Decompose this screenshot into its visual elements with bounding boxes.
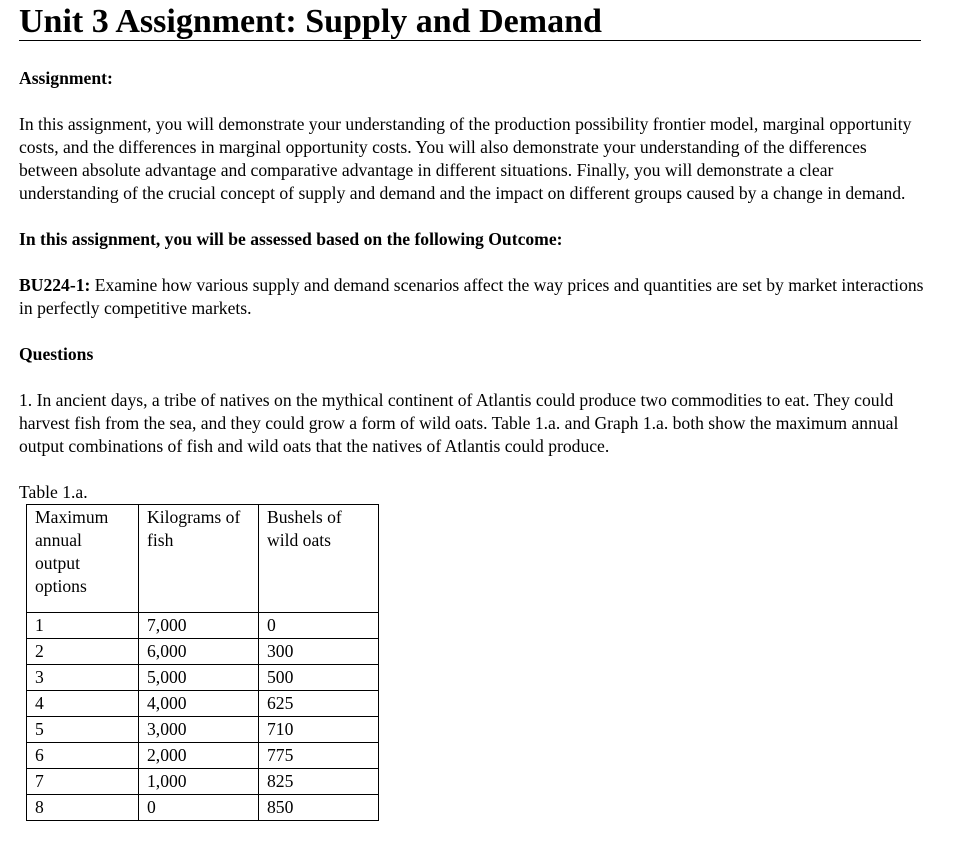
- table-row: [27, 613, 379, 639]
- questions-heading: Questions: [19, 344, 94, 364]
- table-cell: 7,000: [139, 613, 259, 639]
- table-header-cell: Maximum annual output options: [27, 505, 139, 613]
- table-cell: 850: [259, 795, 379, 821]
- table-cell: 5: [27, 717, 139, 743]
- table-caption: Table 1.a.: [19, 482, 88, 502]
- table-cell: 4,000: [139, 691, 259, 717]
- table-cell: 500: [259, 665, 379, 691]
- table-cell: 1,000: [139, 769, 259, 795]
- outcome-paragraph: [19, 274, 929, 320]
- table-cell: 5,000: [139, 665, 259, 691]
- page-title: Unit 3 Assignment: Supply and Demand: [19, 3, 602, 40]
- table-cell: 3,000: [139, 717, 259, 743]
- table-header-row: [27, 505, 379, 613]
- table-cell: 825: [259, 769, 379, 795]
- table-cell: 4: [27, 691, 139, 717]
- table-header-cell: Bushels of wild oats: [259, 505, 379, 613]
- table-cell: 1: [27, 613, 139, 639]
- table-row: [27, 795, 379, 821]
- table-cell: 775: [259, 743, 379, 769]
- outcome-code: BU224-1:: [19, 275, 91, 295]
- document-page: [19, 0, 929, 821]
- table-cell: 625: [259, 691, 379, 717]
- table-row: [27, 717, 379, 743]
- outcome-text: Examine how various supply and demand scenarios affect the way prices and quantities are set by market interactions in perfectly competitive markets.: [19, 275, 924, 318]
- table-cell: 3: [27, 665, 139, 691]
- question-1-paragraph: 1. In ancient days, a tribe of natives on the mythical continent of Atlantis could produce two commodities to eat. They could harvest fish from the sea, and they could grow a form of wild oats. Table 1.a. and Graph 1.a. both show the maximum annual output combinations of fish and wild oats that the natives of Atlantis could produce.: [19, 390, 899, 456]
- table-row: [27, 639, 379, 665]
- table-cell: 2,000: [139, 743, 259, 769]
- intro-paragraph: In this assignment, you will demonstrate your understanding of the production possibility frontier model, marginal opportunity costs, and the differences in marginal opportunity costs. You will also demonstrate your understanding of the differences between absolute advantage and comparative advantage in different situations. Finally, you will demonstrate a clear understanding of the crucial concept of supply and demand and the impact on different groups caused by a change in demand.: [19, 114, 912, 203]
- outcome-heading: In this assignment, you will be assessed based on the following Outcome:: [19, 229, 563, 249]
- table-row: [27, 769, 379, 795]
- table-cell: 8: [27, 795, 139, 821]
- table-cell: 300: [259, 639, 379, 665]
- table-cell: 0: [259, 613, 379, 639]
- output-options-table: [26, 504, 379, 821]
- table-cell: 710: [259, 717, 379, 743]
- table-cell: 6,000: [139, 639, 259, 665]
- table-header-cell: Kilograms of fish: [139, 505, 259, 613]
- table-row: [27, 665, 379, 691]
- table-cell: 0: [139, 795, 259, 821]
- table-cell: 7: [27, 769, 139, 795]
- assignment-label: Assignment:: [19, 68, 113, 88]
- table-cell: 6: [27, 743, 139, 769]
- table-row: [27, 691, 379, 717]
- table-cell: 2: [27, 639, 139, 665]
- table-row: [27, 743, 379, 769]
